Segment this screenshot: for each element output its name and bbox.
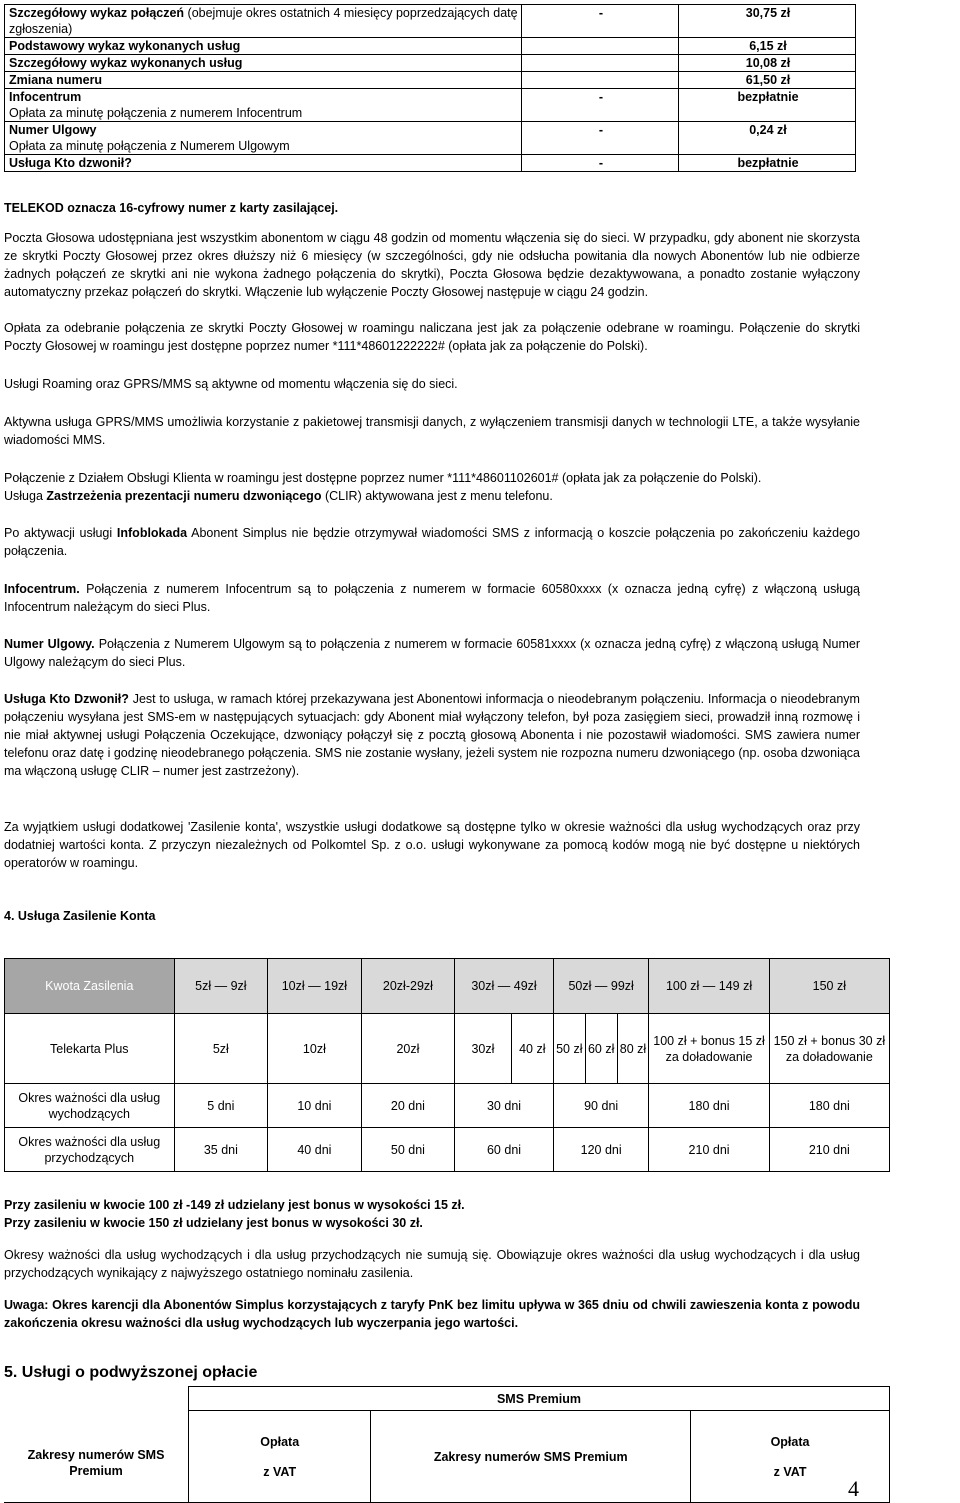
- table-cell: 210 dni: [649, 1128, 769, 1172]
- header-line: Opłata: [260, 1434, 300, 1449]
- header-cell: 10zł — 19zł: [268, 959, 362, 1014]
- section-4-heading: 4. Usługa Zasilenie Konta: [4, 909, 156, 923]
- table-cell: 150 zł + bonus 30 zł za doładowanie: [769, 1014, 889, 1084]
- telekod-note: TELEKOD oznacza 16-cyfrowy numer z karty zasilającej.: [4, 201, 339, 215]
- column-header: [691, 1411, 890, 1503]
- table-cell: 50 dni: [361, 1128, 455, 1172]
- clir-paragraph: [4, 487, 860, 505]
- row-label: Infocentrum: [9, 90, 82, 104]
- row-mid: -: [522, 89, 679, 122]
- table-row: [5, 122, 856, 155]
- text: Połączenia z numerem Infocentrum są to połączenia z numerem w formacie 60580xxxx (x oznacza jedną cyfrę) z włączoną usługą Infocentrum należącym do sieci Plus.: [4, 582, 860, 614]
- table-row: [5, 1014, 890, 1084]
- table-row: [5, 1084, 890, 1128]
- bonus-note-2: Przy zasileniu w kwocie 150 zł udzielany jest bonus w wysokości 30 zł.: [4, 1216, 423, 1230]
- bonus-note-1: Przy zasileniu w kwocie 100 zł -149 zł udzielany jest bonus w wysokości 15 zł.: [4, 1198, 465, 1212]
- table-cell: 35 dni: [174, 1128, 268, 1172]
- numer-ulgowy-paragraph: [4, 635, 860, 671]
- table-cell: 180 dni: [649, 1084, 769, 1128]
- fees-table: [4, 4, 856, 172]
- table-cell: 30zł: [455, 1014, 512, 1084]
- table-cell: 40 zł: [511, 1014, 553, 1084]
- table-row: [5, 72, 856, 89]
- header-cell: Kwota Zasilenia: [5, 959, 175, 1014]
- header-line: z VAT: [263, 1464, 297, 1479]
- row-label: Podstawowy wykaz wykonanych usług: [5, 38, 522, 55]
- header-cell: 20zł-29zł: [361, 959, 455, 1014]
- row-label: Numer Ulgowy: [9, 123, 97, 137]
- row-value: 0,24 zł: [679, 122, 856, 155]
- table-row: [4, 1387, 890, 1411]
- text-bold: Numer Ulgowy.: [4, 637, 95, 651]
- text: Abonent Simplus nie będzie otrzymywał wiadomości SMS z informacją o koszcie połączenia po zakończeniu każdego połączenia.: [4, 526, 860, 558]
- roaming-paragraph: Usługi Roaming oraz GPRS/MMS są aktywne od momentu włączenia się do sieci.: [4, 377, 458, 391]
- voicemail-roaming-paragraph: Opłata za odebranie połączenia ze skrytki Poczty Głosowej w roamingu naliczana jest jak za połączenie odebrane w roamingu. Połączenie do skrytki Poczty Głosowej w roamingu jest dostępne poprzez numer *111*48601222222# (opłata jak za połączenie do Polski).: [4, 321, 860, 353]
- row-label: Okres ważności dla usług przychodzących: [5, 1128, 175, 1172]
- header-cell: 30zł — 49zł: [455, 959, 554, 1014]
- row-label: Szczegółowy wykaz wykonanych usług: [5, 55, 522, 72]
- row-label: Telekarta Plus: [5, 1014, 175, 1084]
- row-mid: -: [522, 122, 679, 155]
- kto-dzwonil-paragraph: [4, 690, 860, 780]
- gprs-paragraph: Aktywna usługa GPRS/MMS umożliwia korzystanie z pakietowej transmisji danych, z wyłączeniem transmisji danych w technologii LTE, a także wysyłanie wiadomości MMS.: [4, 415, 860, 447]
- header-line: z VAT: [773, 1464, 807, 1479]
- header-cell: 100 zł — 149 zł: [649, 959, 769, 1014]
- text-bold: Infocentrum.: [4, 582, 80, 596]
- table-cell: 120 dni: [553, 1128, 649, 1172]
- table-cell: 5 dni: [174, 1084, 268, 1128]
- row-value: 10,08 zł: [679, 55, 856, 72]
- row-label: Szczegółowy wykaz połączeń: [9, 6, 185, 20]
- voicemail-paragraph: Poczta Głosowa udostępniana jest wszystkim abonentom w ciągu 48 godzin od momentu włączenia się do sieci. W przypadku, gdy abonent nie skorzysta ze skrytki Poczty Głosowej przez okres dłuższy niż 6 miesięcy (w szczególności, gdy nie odsłucha powitania dla nowych Abonentów lub nie odbierze żadnych połączeń ze skrytki ani nie wykona żadnego połączenia do skrytki), Poczta Głosowa będzie dezaktywowana, a ponadto zostanie wyłączony automatyczny przekaz połączeń do skrytki. Włączenie lub wyłączenie Poczty Głosowej następuje w ciągu 24 godzin.: [4, 231, 860, 299]
- table-title: SMS Premium: [189, 1387, 890, 1411]
- table-row: [5, 89, 856, 122]
- row-value: bezpłatnie: [679, 89, 856, 122]
- text: (CLIR) aktywowana jest z menu telefonu.: [321, 489, 553, 503]
- text-bold: Usługa Kto Dzwonił?: [4, 692, 129, 706]
- table-cell: 180 dni: [769, 1084, 889, 1128]
- text: Usługa: [4, 489, 47, 503]
- row-value: 30,75 zł: [679, 5, 856, 38]
- table-row: [5, 38, 856, 55]
- row-mid: [522, 55, 679, 72]
- table-cell: 5zł: [174, 1014, 268, 1084]
- row-label-note: Opłata za minutę połączenia z Numerem Ulgowym: [9, 139, 290, 153]
- table-cell: 90 dni: [553, 1084, 649, 1128]
- text-bold: Zastrzeżenia prezentacji numeru dzwoniącego: [46, 489, 322, 503]
- section-5-heading: 5. Usługi o podwyższonej opłacie: [4, 1364, 258, 1381]
- table-cell: 20 dni: [361, 1084, 455, 1128]
- spacer: [5, 1428, 187, 1429]
- text: Po aktywacji usługi: [4, 526, 117, 540]
- row-label-note: (obejmuje okres ostatnich 4 miesięcy poprzedzających datę zgłoszenia): [9, 6, 518, 36]
- additional-services-paragraph: Za wyjątkiem usługi dodatkowej 'Zasilenie konta', wszystkie usługi dodatkowe są dostępne tylko w okresie ważności dla usług wychodzących oraz przy dodatniej wartości konta. Z przyczyn niezależnych od Polkomtel Sp. z o.o. usługi wykonywane za pomocą kodów mogą nie być dostępne u niektórych operatorów w roamingu.: [4, 820, 860, 870]
- row-mid: -: [522, 155, 679, 172]
- page-number: 4: [848, 1476, 859, 1501]
- row-label-note: Opłata za minutę połączenia z numerem Infocentrum: [9, 106, 303, 120]
- table-cell: 100 zł + bonus 15 zł za doładowanie: [649, 1014, 769, 1084]
- row-value: 61,50 zł: [679, 72, 856, 89]
- sms-premium-table: [4, 1386, 890, 1503]
- row-label: Zmiana numeru: [5, 72, 522, 89]
- infocentrum-paragraph: [4, 580, 860, 616]
- table-cell: 10 dni: [268, 1084, 362, 1128]
- table-row: [5, 1128, 890, 1172]
- text: Połączenia z Numerem Ulgowym są to połączenia z numerem w formacie 60581xxxx (x oznacza jedną cyfrę) z włączoną usługą Numer Ulgowy należącym do sieci Plus.: [4, 637, 860, 669]
- table-row: [5, 155, 856, 172]
- table-cell: 20zł: [361, 1014, 455, 1084]
- table-cell: 60 zł: [585, 1014, 617, 1084]
- table-cell: 80 zł: [617, 1014, 649, 1084]
- table-row: [5, 959, 890, 1014]
- header-cell: 5zł — 9zł: [174, 959, 268, 1014]
- customer-service-paragraph: Połączenie z Działem Obsługi Klienta w roamingu jest dostępne poprzez numer *111*48601102601# (opłata jak za połączenie do Polski).: [4, 471, 762, 485]
- validity-paragraph: Okresy ważności dla usług wychodzących i dla usług przychodzących nie sumują się. Obowiązuje okres ważności dla usług wychodzących i dla usług przychodzących wynikający z najwyższego ostatniego nominału zasilenia.: [4, 1248, 860, 1280]
- text-bold: Infoblokada: [116, 526, 188, 540]
- warning-paragraph: Uwaga: Okres karencji dla Abonentów Simplus korzystających z taryfy PnK bez limitu upływa w 365 dniu od chwili zawieszenia konta z powodu zakończenia okresu ważności dla usług wychodzących lub wyczerpania jego wartości.: [4, 1298, 860, 1330]
- header-cell: 150 zł: [769, 959, 889, 1014]
- text: Jest to usługa, w ramach której przekazywana jest Abonentowi informacja o nieodebranym połączeniu. Informacja o nieodebranym połączeniu wysyłana jest SMS-em w następujących sytuacjach: gdy Abonent miał wyłączony telefon, był poza zasięgiem sieci, prowadził inną rozmowę i nie miał aktywnej usługi Połączenia Oczekujące, dzwoniący połączył się z pocztą głosową Abonenta i nie pozostawił wiadomości. SMS zawiera numer telefonu oraz datę i godzinę nieodebranego połączenia. SMS nie zostanie wysłany, jeżeli system nie rozpozna numeru dzwoniącego (np. osoba dzwoniąca ma włączoną usługę CLIR – numer jest zastrzeżony).: [4, 692, 860, 778]
- infoblokada-paragraph: [4, 524, 860, 560]
- row-label: Okres ważności dla usług wychodzących: [5, 1084, 175, 1128]
- column-header: Zakresy numerów SMS Premium: [27, 1447, 165, 1478]
- row-mid: -: [522, 5, 679, 38]
- table-cell: 10zł: [268, 1014, 362, 1084]
- row-value: 6,15 zł: [679, 38, 856, 55]
- row-value: bezpłatnie: [679, 155, 856, 172]
- row-label: Usługa Kto dzwonił?: [5, 155, 522, 172]
- header-line: Opłata: [770, 1434, 810, 1449]
- table-cell: 210 dni: [769, 1128, 889, 1172]
- row-mid: [522, 72, 679, 89]
- column-header: [189, 1411, 371, 1503]
- table-row: [5, 55, 856, 72]
- row-mid: [522, 38, 679, 55]
- table-cell: 50 zł: [553, 1014, 585, 1084]
- table-cell: 40 dni: [268, 1128, 362, 1172]
- table-row: [5, 5, 856, 38]
- header-cell: 50zł — 99zł: [553, 959, 649, 1014]
- table-cell: 60 dni: [455, 1128, 554, 1172]
- topup-table: [4, 958, 890, 1172]
- table-cell: 30 dni: [455, 1084, 554, 1128]
- column-header: Zakresy numerów SMS Premium: [371, 1411, 691, 1503]
